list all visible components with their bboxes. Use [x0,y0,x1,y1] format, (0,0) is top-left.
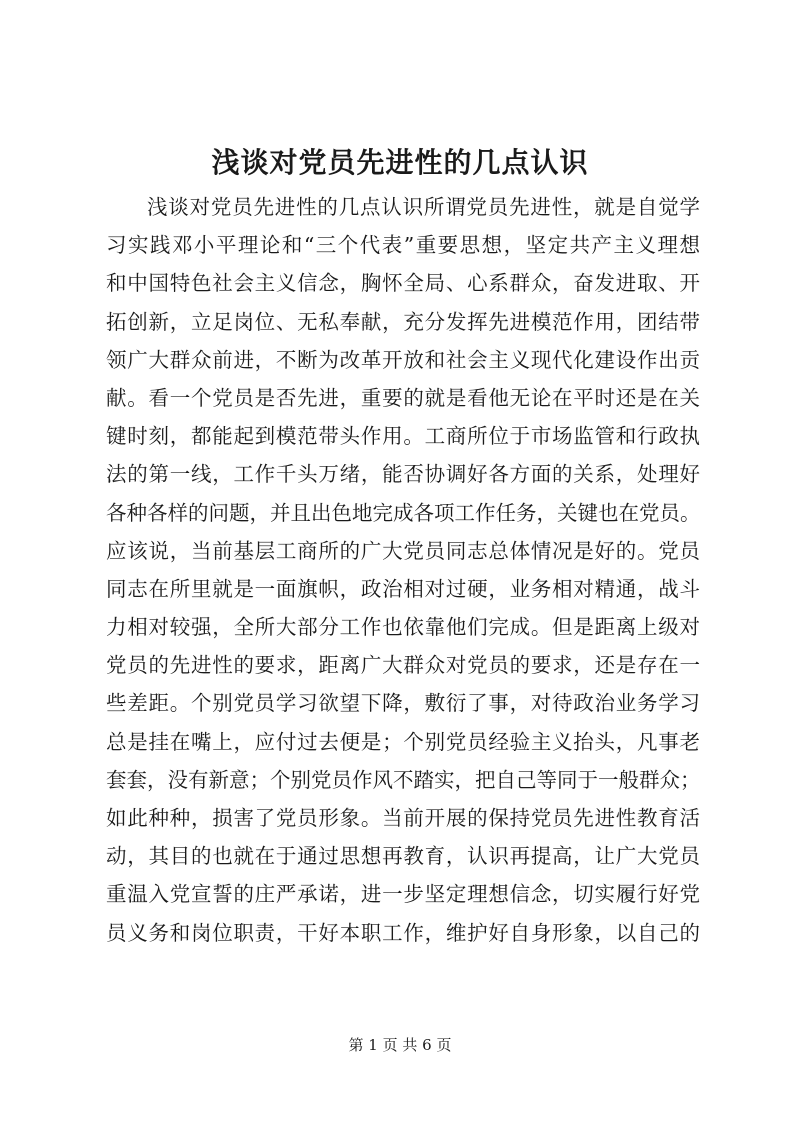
text-line: 些差距。个别党员学习欲望下降，敷衍了事，对待政治业务学习 [106,691,700,716]
text-line: 应该说，当前基层工商所的广大党员同志总体情况是好的。党员 [106,538,700,563]
text-line: 浅谈对党员先进性的几点认识所谓党员先进性，就是自觉学 [147,195,700,219]
text-line: 重温入党宣誓的庄严承诺，进一步坚定理想信念，切实履行好党 [106,882,700,907]
text-line: 和中国特色社会主义信念，胸怀全局、心系群众，奋发进取、开 [106,271,700,296]
text-line: 总是挂在嘴上，应付过去便是；个别党员经验主义抬头，凡事老 [106,729,700,754]
page-footer: 第 1 页 共 6 页 [348,1036,452,1054]
text-line: 各种各样的问题，并且出色地完成各项工作任务，关键也在党员。 [106,500,700,525]
text-line: 套套，没有新意；个别党员作风不踏实，把自己等同于一般群众； [106,767,700,792]
text-line: 力相对较强，全所大部分工作也依靠他们完成。但是距离上级对 [106,615,700,640]
text-line: 党员的先进性的要求，距离广大群众对党员的要求，还是存在一 [106,653,700,678]
text-line: 习实践邓小平理论和“三个代表”重要思想，坚定共产主义理想 [106,233,700,258]
body-paragraph [106,188,700,952]
text-line: 献。看一个党员是否先进，重要的就是看他无论在平时还是在关 [106,385,700,410]
text-line: 同志在所里就是一面旗帜，政治相对过硬，业务相对精通，战斗 [106,576,700,601]
text-line: 员义务和岗位职责，干好本职工作，维护好自身形象，以自己的 [106,920,700,945]
document-title: 浅谈对党员先进性的几点认识 [211,146,589,179]
text-line: 动，其目的也就在于通过思想再教育，认识再提高，让广大党员 [106,844,700,869]
text-line: 如此种种，损害了党员形象。当前开展的保持党员先进性教育活 [106,806,700,830]
text-line: 法的第一线，工作千头万绪，能否协调好各方面的关系，处理好 [106,462,700,487]
text-line: 领广大群众前进，不断为改革开放和社会主义现代化建设作出贡 [106,347,700,372]
text-line: 键时刻，都能起到模范带头作用。工商所位于市场监管和行政执 [106,424,700,449]
text-line: 拓创新，立足岗位、无私奉献，充分发挥先进模范作用，团结带 [106,309,700,334]
